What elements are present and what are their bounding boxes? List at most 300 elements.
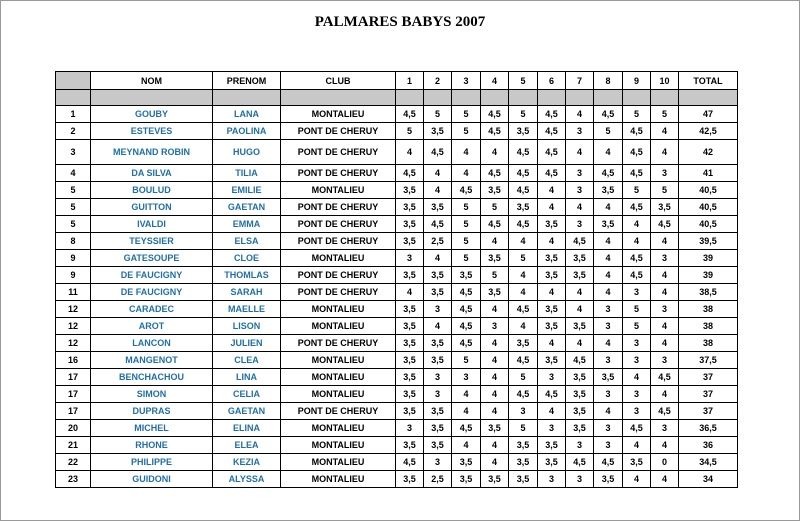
nom-cell: PHILIPPE [91, 454, 213, 471]
score-cell-5: 4 [509, 267, 538, 284]
score-cell-6: 3,5 [538, 216, 566, 233]
score-cell-10: 3 [651, 250, 679, 267]
score-cell-3: 4 [452, 165, 481, 182]
score-cell-7: 3,5 [566, 386, 594, 403]
score-cell-7: 4 [566, 199, 594, 216]
score-cell-6: 3,5 [538, 318, 566, 335]
score-cell-5: 5 [509, 369, 538, 386]
score-cell-10: 4,5 [651, 369, 679, 386]
nom-cell: AROT [91, 318, 213, 335]
score-cell-5: 4,5 [509, 301, 538, 318]
score-cell-9: 3,5 [623, 454, 651, 471]
spacer-cell [509, 90, 538, 106]
score-cell-7: 3,5 [566, 403, 594, 420]
score-cell-1: 3,5 [396, 182, 424, 199]
score-cell-4: 5 [481, 267, 509, 284]
total-cell: 41 [679, 165, 738, 182]
table-row [56, 233, 738, 250]
score-cell-10: 4 [651, 318, 679, 335]
spacer-cell [651, 90, 679, 106]
rank-cell: 2 [56, 123, 91, 140]
table-row [56, 199, 738, 216]
score-cell-1: 3,5 [396, 199, 424, 216]
score-cell-8: 3 [594, 437, 623, 454]
score-cell-7: 4,5 [566, 352, 594, 369]
score-cell-6: 3,5 [538, 267, 566, 284]
header-total: TOTAL [679, 72, 738, 90]
score-cell-5: 5 [509, 420, 538, 437]
club-cell: MONTALIEU [281, 369, 396, 386]
score-cell-6: 3,5 [538, 437, 566, 454]
score-cell-7: 4,5 [566, 454, 594, 471]
score-cell-5: 4,5 [509, 216, 538, 233]
prenom-cell: LINA [213, 369, 281, 386]
header-round-5: 5 [509, 72, 538, 90]
score-cell-7: 4,5 [566, 233, 594, 250]
rank-cell: 11 [56, 284, 91, 301]
table-row [56, 471, 738, 488]
header-club: CLUB [281, 72, 396, 90]
score-cell-6: 4,5 [538, 165, 566, 182]
nom-cell: GUITTON [91, 199, 213, 216]
score-cell-5: 3,5 [509, 471, 538, 488]
prenom-cell: EMILIE [213, 182, 281, 199]
total-cell: 34,5 [679, 454, 738, 471]
score-cell-10: 4 [651, 267, 679, 284]
score-cell-5: 4 [509, 233, 538, 250]
table-row [56, 250, 738, 267]
score-cell-1: 3,5 [396, 471, 424, 488]
score-cell-10: 4 [651, 140, 679, 165]
nom-cell: CARADEC [91, 301, 213, 318]
table-row [56, 335, 738, 352]
score-cell-9: 4 [623, 369, 651, 386]
score-cell-4: 3,5 [481, 182, 509, 199]
score-cell-3: 5 [452, 199, 481, 216]
score-cell-8: 3,5 [594, 216, 623, 233]
score-cell-1: 3,5 [396, 318, 424, 335]
spacer-cell [679, 90, 738, 106]
club-cell: MONTALIEU [281, 250, 396, 267]
score-cell-7: 3 [566, 123, 594, 140]
score-cell-6: 4 [538, 284, 566, 301]
score-cell-5: 3,5 [509, 123, 538, 140]
score-cell-10: 4 [651, 284, 679, 301]
prenom-cell: LANA [213, 106, 281, 123]
page-title: PALMARES BABYS 2007 [314, 14, 486, 30]
table-row [56, 301, 738, 318]
score-cell-9: 3 [623, 335, 651, 352]
nom-cell: IVALDI [91, 216, 213, 233]
score-cell-6: 4,5 [538, 106, 566, 123]
club-cell: MONTALIEU [281, 106, 396, 123]
total-cell: 34 [679, 471, 738, 488]
header-round-8: 8 [594, 72, 623, 90]
score-cell-1: 4,5 [396, 106, 424, 123]
score-cell-7: 3 [566, 437, 594, 454]
prenom-cell: JULIEN [213, 335, 281, 352]
score-cell-10: 5 [651, 106, 679, 123]
table-row [56, 165, 738, 182]
score-cell-10: 5 [651, 182, 679, 199]
score-cell-9: 5 [623, 318, 651, 335]
header-round-6: 6 [538, 72, 566, 90]
prenom-cell: CLEA [213, 352, 281, 369]
score-cell-10: 4 [651, 233, 679, 250]
table-body [56, 90, 738, 488]
table-row [56, 403, 738, 420]
score-cell-2: 4 [424, 165, 452, 182]
score-cell-8: 4 [594, 403, 623, 420]
spacer-cell [56, 90, 91, 106]
spacer-cell [566, 90, 594, 106]
score-cell-8: 4,5 [594, 165, 623, 182]
score-cell-8: 3,5 [594, 182, 623, 199]
score-cell-2: 3,5 [424, 352, 452, 369]
nom-cell: DA SILVA [91, 165, 213, 182]
score-cell-3: 5 [452, 233, 481, 250]
score-cell-9: 3 [623, 403, 651, 420]
rank-cell: 17 [56, 403, 91, 420]
table-row [56, 437, 738, 454]
score-cell-9: 4 [623, 471, 651, 488]
score-cell-3: 4,5 [452, 182, 481, 199]
club-cell: PONT DE CHERUY [281, 267, 396, 284]
score-cell-10: 0 [651, 454, 679, 471]
score-cell-9: 5 [623, 301, 651, 318]
score-cell-9: 3 [623, 386, 651, 403]
score-cell-1: 4,5 [396, 165, 424, 182]
total-cell: 38,5 [679, 284, 738, 301]
club-cell: MONTALIEU [281, 471, 396, 488]
score-cell-3: 4 [452, 403, 481, 420]
score-cell-6: 4,5 [538, 386, 566, 403]
rank-cell: 9 [56, 267, 91, 284]
score-cell-8: 4 [594, 267, 623, 284]
club-cell: PONT DE CHERUY [281, 140, 396, 165]
score-cell-8: 3 [594, 301, 623, 318]
score-cell-1: 4,5 [396, 454, 424, 471]
score-cell-3: 5 [452, 250, 481, 267]
club-cell: PONT DE CHERUY [281, 199, 396, 216]
score-cell-4: 4 [481, 140, 509, 165]
score-cell-5: 4,5 [509, 165, 538, 182]
nom-cell: GUIDONI [91, 471, 213, 488]
club-cell: MONTALIEU [281, 182, 396, 199]
score-cell-7: 3,5 [566, 369, 594, 386]
score-cell-6: 4 [538, 182, 566, 199]
header-round-7: 7 [566, 72, 594, 90]
score-cell-1: 4 [396, 140, 424, 165]
score-cell-8: 3 [594, 318, 623, 335]
score-cell-2: 3,5 [424, 284, 452, 301]
score-cell-1: 3,5 [396, 267, 424, 284]
score-cell-7: 3,5 [566, 318, 594, 335]
table-row [56, 267, 738, 284]
nom-cell: ESTEVES [91, 123, 213, 140]
score-cell-3: 4 [452, 140, 481, 165]
score-cell-3: 4 [452, 437, 481, 454]
total-cell: 37 [679, 369, 738, 386]
total-cell: 47 [679, 106, 738, 123]
score-cell-7: 4 [566, 106, 594, 123]
nom-cell: GOUBY [91, 106, 213, 123]
score-cell-7: 4 [566, 301, 594, 318]
score-cell-8: 4 [594, 199, 623, 216]
score-cell-1: 4 [396, 284, 424, 301]
score-cell-5: 4,5 [509, 386, 538, 403]
score-cell-2: 4 [424, 182, 452, 199]
table-row [56, 284, 738, 301]
score-cell-4: 4 [481, 437, 509, 454]
score-cell-5: 3,5 [509, 454, 538, 471]
score-cell-2: 2,5 [424, 233, 452, 250]
nom-cell: MEYNAND ROBIN [91, 140, 213, 165]
score-cell-8: 3 [594, 386, 623, 403]
score-cell-4: 3,5 [481, 471, 509, 488]
rank-cell: 1 [56, 106, 91, 123]
rank-cell: 4 [56, 165, 91, 182]
club-cell: PONT DE CHERUY [281, 233, 396, 250]
score-cell-4: 4 [481, 233, 509, 250]
table-row [56, 420, 738, 437]
score-cell-2: 3 [424, 369, 452, 386]
score-cell-6: 4 [538, 403, 566, 420]
prenom-cell: ELSA [213, 233, 281, 250]
score-cell-2: 3,5 [424, 403, 452, 420]
score-cell-8: 3,5 [594, 369, 623, 386]
score-cell-6: 4 [538, 199, 566, 216]
prenom-cell: TILIA [213, 165, 281, 182]
score-cell-1: 3,5 [396, 369, 424, 386]
score-cell-6: 3 [538, 471, 566, 488]
score-cell-6: 3 [538, 369, 566, 386]
score-cell-1: 3,5 [396, 335, 424, 352]
rank-cell: 22 [56, 454, 91, 471]
prenom-cell: HUGO [213, 140, 281, 165]
score-cell-3: 3,5 [452, 471, 481, 488]
prenom-cell: CELIA [213, 386, 281, 403]
score-cell-4: 4 [481, 301, 509, 318]
score-cell-9: 4,5 [623, 267, 651, 284]
header-row [56, 72, 738, 90]
score-cell-7: 3 [566, 182, 594, 199]
score-cell-5: 5 [509, 106, 538, 123]
score-cell-2: 3,5 [424, 267, 452, 284]
club-cell: PONT DE CHERUY [281, 284, 396, 301]
score-cell-8: 3,5 [594, 471, 623, 488]
score-cell-10: 4,5 [651, 216, 679, 233]
score-cell-4: 4 [481, 335, 509, 352]
score-cell-5: 5 [509, 250, 538, 267]
score-cell-5: 4,5 [509, 352, 538, 369]
nom-cell: GATESOUPE [91, 250, 213, 267]
score-cell-9: 4,5 [623, 140, 651, 165]
prenom-cell: PAOLINA [213, 123, 281, 140]
score-cell-8: 4,5 [594, 106, 623, 123]
nom-cell: DE FAUCIGNY [91, 267, 213, 284]
prenom-cell: ALYSSA [213, 471, 281, 488]
score-cell-1: 3,5 [396, 233, 424, 250]
prenom-cell: MAELLE [213, 301, 281, 318]
nom-cell: DE FAUCIGNY [91, 284, 213, 301]
score-cell-3: 5 [452, 216, 481, 233]
club-cell: PONT DE CHERUY [281, 165, 396, 182]
score-cell-7: 4 [566, 335, 594, 352]
header-round-10: 10 [651, 72, 679, 90]
score-cell-6: 3,5 [538, 352, 566, 369]
score-cell-9: 5 [623, 182, 651, 199]
score-cell-2: 3,5 [424, 335, 452, 352]
score-cell-10: 3 [651, 420, 679, 437]
score-cell-4: 4,5 [481, 123, 509, 140]
table-row [56, 106, 738, 123]
total-cell: 37 [679, 403, 738, 420]
total-cell: 42 [679, 140, 738, 165]
spacer-row [56, 90, 738, 106]
score-cell-6: 3,5 [538, 250, 566, 267]
club-cell: PONT DE CHERUY [281, 123, 396, 140]
score-cell-4: 4,5 [481, 165, 509, 182]
table-row [56, 318, 738, 335]
spacer-cell [594, 90, 623, 106]
score-cell-1: 5 [396, 123, 424, 140]
spacer-cell [91, 90, 213, 106]
score-cell-3: 3 [452, 369, 481, 386]
spacer-cell [281, 90, 396, 106]
total-cell: 40,5 [679, 182, 738, 199]
header-round-3: 3 [452, 72, 481, 90]
score-cell-9: 4,5 [623, 123, 651, 140]
score-cell-2: 3 [424, 301, 452, 318]
nom-cell: SIMON [91, 386, 213, 403]
nom-cell: MANGENOT [91, 352, 213, 369]
rank-cell: 12 [56, 301, 91, 318]
score-cell-7: 4 [566, 140, 594, 165]
table-row [56, 140, 738, 165]
score-cell-3: 5 [452, 352, 481, 369]
score-cell-2: 2,5 [424, 471, 452, 488]
rank-cell: 5 [56, 182, 91, 199]
total-cell: 39,5 [679, 233, 738, 250]
score-cell-2: 3,5 [424, 437, 452, 454]
score-cell-3: 4,5 [452, 284, 481, 301]
score-cell-10: 4 [651, 335, 679, 352]
prenom-cell: ELINA [213, 420, 281, 437]
score-cell-3: 5 [452, 123, 481, 140]
total-cell: 39 [679, 267, 738, 284]
header-round-4: 4 [481, 72, 509, 90]
score-cell-4: 3 [481, 318, 509, 335]
score-cell-8: 4 [594, 233, 623, 250]
score-cell-4: 4,5 [481, 106, 509, 123]
score-cell-2: 3,5 [424, 420, 452, 437]
score-cell-1: 3,5 [396, 352, 424, 369]
header-prenom: PRENOM [213, 72, 281, 90]
score-cell-7: 3,5 [566, 420, 594, 437]
score-cell-5: 4,5 [509, 140, 538, 165]
score-cell-4: 4 [481, 369, 509, 386]
score-cell-10: 4 [651, 386, 679, 403]
header-round-1: 1 [396, 72, 424, 90]
total-cell: 39 [679, 250, 738, 267]
score-cell-2: 4,5 [424, 140, 452, 165]
club-cell: MONTALIEU [281, 301, 396, 318]
club-cell: MONTALIEU [281, 420, 396, 437]
prenom-cell: GAETAN [213, 199, 281, 216]
prenom-cell: THOMLAS [213, 267, 281, 284]
rank-cell: 20 [56, 420, 91, 437]
score-cell-1: 3 [396, 250, 424, 267]
header-round-9: 9 [623, 72, 651, 90]
score-cell-4: 4 [481, 386, 509, 403]
rank-cell: 8 [56, 233, 91, 250]
score-cell-8: 3 [594, 352, 623, 369]
total-cell: 38 [679, 335, 738, 352]
score-cell-1: 3,5 [396, 403, 424, 420]
club-cell: MONTALIEU [281, 352, 396, 369]
score-cell-2: 3 [424, 386, 452, 403]
club-cell: MONTALIEU [281, 454, 396, 471]
total-cell: 38 [679, 301, 738, 318]
header-nom: NOM [91, 72, 213, 90]
score-cell-9: 4,5 [623, 420, 651, 437]
total-cell: 37,5 [679, 352, 738, 369]
score-cell-5: 3 [509, 403, 538, 420]
score-cell-8: 4 [594, 335, 623, 352]
score-cell-10: 4 [651, 123, 679, 140]
score-cell-6: 3 [538, 420, 566, 437]
total-cell: 37 [679, 386, 738, 403]
rank-cell: 9 [56, 250, 91, 267]
score-cell-3: 4,5 [452, 301, 481, 318]
rank-cell: 21 [56, 437, 91, 454]
nom-cell: BOULUD [91, 182, 213, 199]
score-cell-4: 3,5 [481, 420, 509, 437]
prenom-cell: EMMA [213, 216, 281, 233]
score-cell-5: 3,5 [509, 335, 538, 352]
score-cell-7: 4 [566, 284, 594, 301]
nom-cell: DUPRAS [91, 403, 213, 420]
score-cell-6: 3,5 [538, 301, 566, 318]
score-cell-4: 4 [481, 403, 509, 420]
nom-cell: LANCON [91, 335, 213, 352]
score-cell-7: 3 [566, 216, 594, 233]
score-cell-9: 5 [623, 106, 651, 123]
score-cell-4: 4,5 [481, 216, 509, 233]
table-row [56, 352, 738, 369]
results-table [55, 71, 738, 488]
score-cell-7: 3,5 [566, 267, 594, 284]
score-cell-10: 3 [651, 352, 679, 369]
rank-cell: 23 [56, 471, 91, 488]
score-cell-8: 4,5 [594, 454, 623, 471]
rank-cell: 12 [56, 318, 91, 335]
nom-cell: MICHEL [91, 420, 213, 437]
score-cell-5: 4 [509, 284, 538, 301]
header-rank [56, 72, 91, 90]
prenom-cell: GAETAN [213, 403, 281, 420]
total-cell: 40,5 [679, 216, 738, 233]
score-cell-10: 3 [651, 165, 679, 182]
score-cell-10: 4 [651, 471, 679, 488]
score-cell-4: 4 [481, 352, 509, 369]
score-cell-1: 3,5 [396, 301, 424, 318]
score-cell-4: 3,5 [481, 284, 509, 301]
score-cell-7: 3 [566, 471, 594, 488]
score-cell-9: 3 [623, 352, 651, 369]
spacer-cell [452, 90, 481, 106]
